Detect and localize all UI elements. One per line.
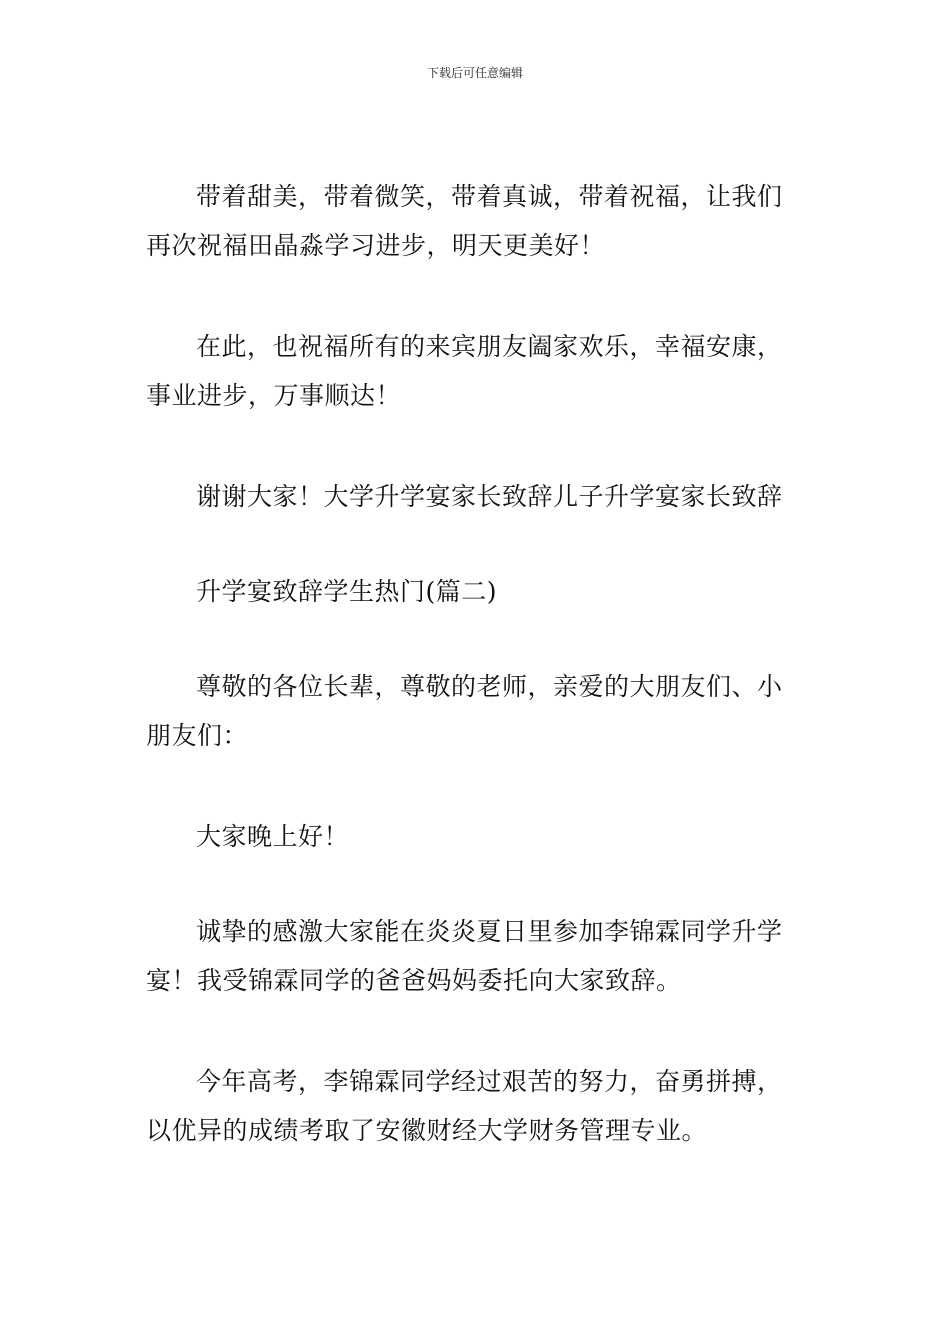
section-heading: 升学宴致辞学生热门(篇二) bbox=[196, 577, 498, 606]
paragraph-greeting: 大家晚上好！ bbox=[196, 822, 350, 851]
document-body bbox=[146, 172, 806, 1207]
paragraph-blessing: 带着甜美，带着微笑，带着真诚，带着祝福，让我们再次祝福田晶淼学习进步，明天更美好！ bbox=[146, 182, 783, 260]
paragraph-salutation: 尊敬的各位长辈，尊敬的老师，亲爱的大朋友们、小朋友们： bbox=[146, 672, 783, 750]
page-header-note: 下载后可任意编辑 bbox=[426, 66, 523, 80]
paragraph-gratitude: 诚挚的感激大家能在炎炎夏日里参加李锦霖同学升学宴！我受锦霖同学的爸爸妈妈委托向大家致辞。 bbox=[146, 917, 783, 995]
paragraph-exam-result: 今年高考，李锦霖同学经过艰苦的努力，奋勇拼搏，以优异的成绩考取了安徽财经大学财务管理专业。 bbox=[146, 1067, 783, 1145]
paragraph-thanks: 谢谢大家！大学升学宴家长致辞儿子升学宴家长致辞 bbox=[196, 482, 783, 511]
paragraph-guests-wishes: 在此，也祝福所有的来宾朋友阖家欢乐，幸福安康，事业进步，万事顺达！ bbox=[146, 332, 783, 410]
